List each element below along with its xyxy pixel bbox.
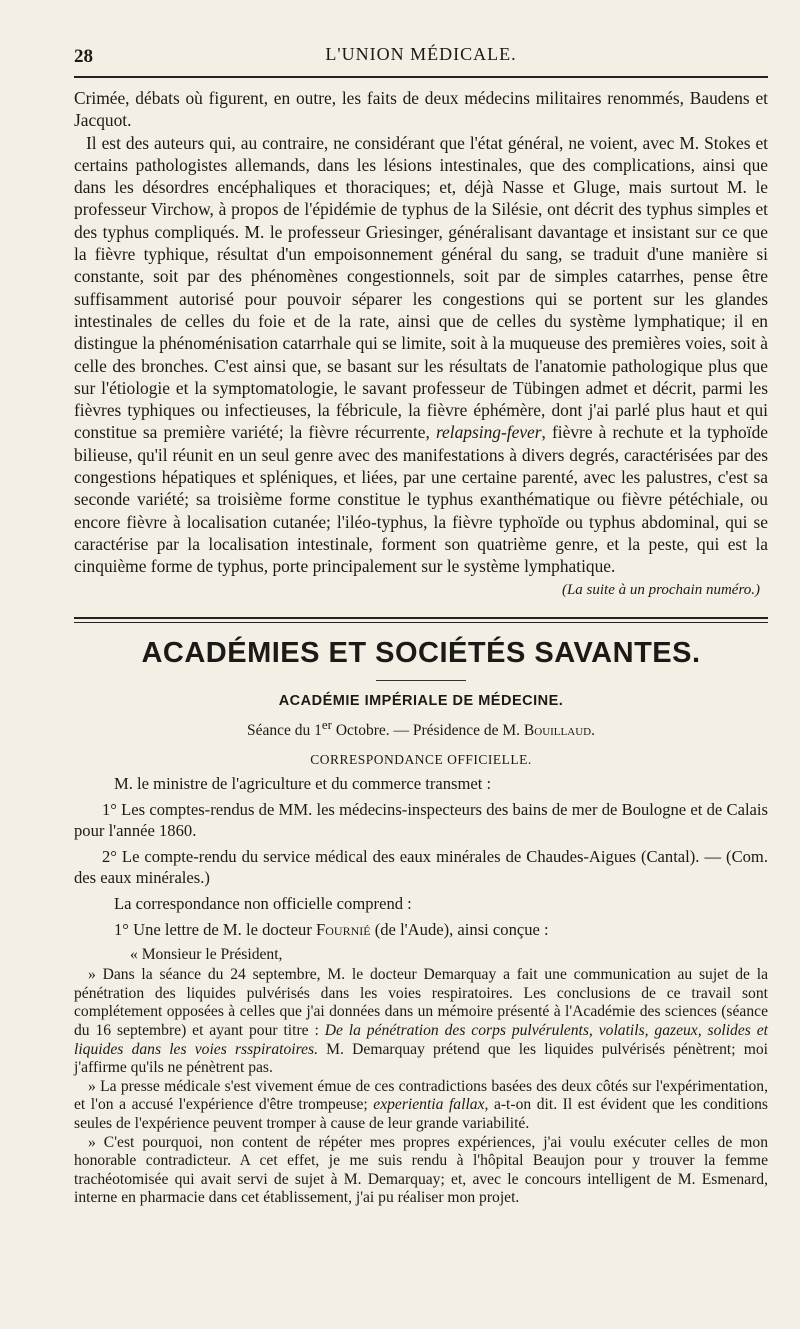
section-divider <box>74 617 768 623</box>
academy-title: ACADÉMIE IMPÉRIALE DE MÉDECINE. <box>278 692 564 709</box>
article-paragraph <box>74 132 768 578</box>
header-rule <box>74 76 768 78</box>
correspondence-body <box>74 773 768 940</box>
letter-intro-prefix: 1° Une lettre de M. le docteur <box>114 919 317 939</box>
correspondence-item: 1° Les comptes-rendus de MM. les médecins-inspecteurs des bains de mer de Boulogne et de Calais pour l'année 1860. <box>74 799 768 840</box>
article-text-end: , fièvre à rechute et la typhoïde bilieuse, qu'il réunit en un seul genre avec des manifestations à divers degrés, caractérisées par des congestions hépatiques et spléniques, et liées, par une certaine parenté, avec les palustres, c'est sa seconde variété; sa troisième forme constitue le typhus exanthématique ou fièvre pétéchiale, ou encore fièvre à localisation cutanée; l'iléo-typhus, la fièvre typhoïde ou typhus abdominal, qui se caractérise par la localisation intestinale, forment son quatrième genre, et la peste, qui est la cinquième forme de typhus, porte principalement sur le système lymphatique. <box>74 422 768 577</box>
letter <box>74 946 768 1208</box>
letter-intro <box>74 919 768 940</box>
correspondence-item: M. le ministre de l'agriculture et du commerce transmet : <box>114 773 492 793</box>
article-paragraph: Crimée, débats où figurent, en outre, les faits de deux médecins militaires renommés, Baudens et Jacquot. <box>74 88 768 131</box>
section-title: ACADÉMIES ET SOCIÉTÉS SAVANTES. <box>141 636 701 669</box>
running-title: L'UNION MÉDICALE. <box>325 44 517 64</box>
memoir-title: De la pénétration des corps pulvérulents, volatils, gazeux, solides et liquides dans les voies rsspiratoires. <box>74 1022 768 1058</box>
correspondence-item: La correspondance non officielle comprend : <box>114 893 412 913</box>
short-rule <box>376 680 466 681</box>
seance-prefix: Séance du 1 <box>247 721 322 739</box>
letter-text: a-t-on dit. Il est évident que les conditions seules de l'expérience peuvent tromper à cause de leur grande variabilité. <box>74 1096 768 1133</box>
letter-paragraph <box>74 966 768 1078</box>
letter-author: Fournié <box>316 919 371 939</box>
seance-middle: Octobre. — Présidence de M. <box>331 721 524 739</box>
page <box>74 40 768 1208</box>
italic-term: relapsing-fever <box>435 422 542 443</box>
letter-text: » Dans la séance du 24 septembre, M. le docteur Demarquay a fait une communication au sujet de la pénétration des liquides pulvérisés dans les voies respiratoires. Les conclusions de ce travail sont complétement opposées à celles que j'ai données dans un mémoire présenté à l'Académie des sciences (séance du 16 septembre) et ayant pour titre : <box>74 966 768 1040</box>
continued-note: (La suite à un prochain numéro.) <box>561 581 760 598</box>
seance-sup: er <box>321 716 332 732</box>
seance-line <box>74 717 768 740</box>
letter-text: » La presse médicale s'est vivement émue de ces contradictions basées des deux côtés sur l'expérimentation, et l'on a accusé l'expérience d'être trompeuse; <box>74 1077 768 1114</box>
article-text: Il est des auteurs qui, au contraire, ne considérant que l'état général, ne voient, avec M. Stokes et certains pathologistes allemands, dans les lésions intestinales, que des complications, ainsi que dans les désordres encéphaliques et thoraciques; et, déjà Nasse et Gluge, mais surtout M. le professeur Virchow, à propos de l'épidémie de typhus de la Silésie, ont décrit des typhus simples et des typhus compliqués. M. le professeur Griesinger, généralisant davantage et insistant sur ce que la fièvre typhique, résultat d'un empoisonnement général du sang, se traduit d'une manière si constante, soit par des phénomènes congestionnels, soit par de simples catarrhes, pense être suffisamment autorisé pour pouvoir séparer les congestions qui se portent sur les glandes intestinales de celles du foie et de la rate, ainsi que de celles du système lymphatique; il en distingue la phénoménisation catarrhale qui se limite, soit à la muqueuse des premières voies, soit à celle des bronches. C'est ainsi que, se basant sur les résultats de l'anatomie pathologique plus que sur l'étiologie et la symptomatologie, le savant professeur de Tübingen admet et décrit, parmi les fièvres typhiques ou infectieuses, la fébricule, la fièvre éphémère, dont j'ai parlé plus haut et qui constitue sa première variété; la fièvre récurrente, <box>74 132 768 443</box>
page-header <box>74 40 768 76</box>
correspondence-item: 2° Le compte-rendu du service médical des eaux minérales de Chaudes-Aigues (Cantal). — (Com. des eaux minérales.) <box>74 846 768 887</box>
letter-text: M. Demarquay prétend que les liquides pulvérisés pénètrent; moi j'affirme qu'ils ne pénètrent pas. <box>74 1040 768 1077</box>
seance-end: . <box>591 721 595 739</box>
latin-quote: experientia fallax, <box>373 1096 489 1114</box>
page-number: 28 <box>74 46 93 67</box>
letter-paragraph <box>74 1078 768 1134</box>
article-body <box>74 87 768 578</box>
letter-intro-suffix: (de l'Aude), ainsi conçue : <box>370 919 549 939</box>
letter-paragraph: » C'est pourquoi, non content de répéter mes propres expériences, j'ai voulu exécuter celles de mon honorable contradicteur. A cet effet, je me suis rendu à l'hôpital Beaujon pour y trouver la femme trachéotomisée qui avait servi de sujet à M. Demarquay; et, avec le concours intelligent de M. Esmenard, interne en pharmacie dans cet établissement, j'ai pu réaliser mon projet. <box>74 1133 768 1207</box>
correspondence-title: CORRESPONDANCE OFFICIELLE. <box>310 751 532 767</box>
salutation: « Monsieur le Président, <box>130 945 283 963</box>
president-name: Bouillaud <box>523 721 592 739</box>
